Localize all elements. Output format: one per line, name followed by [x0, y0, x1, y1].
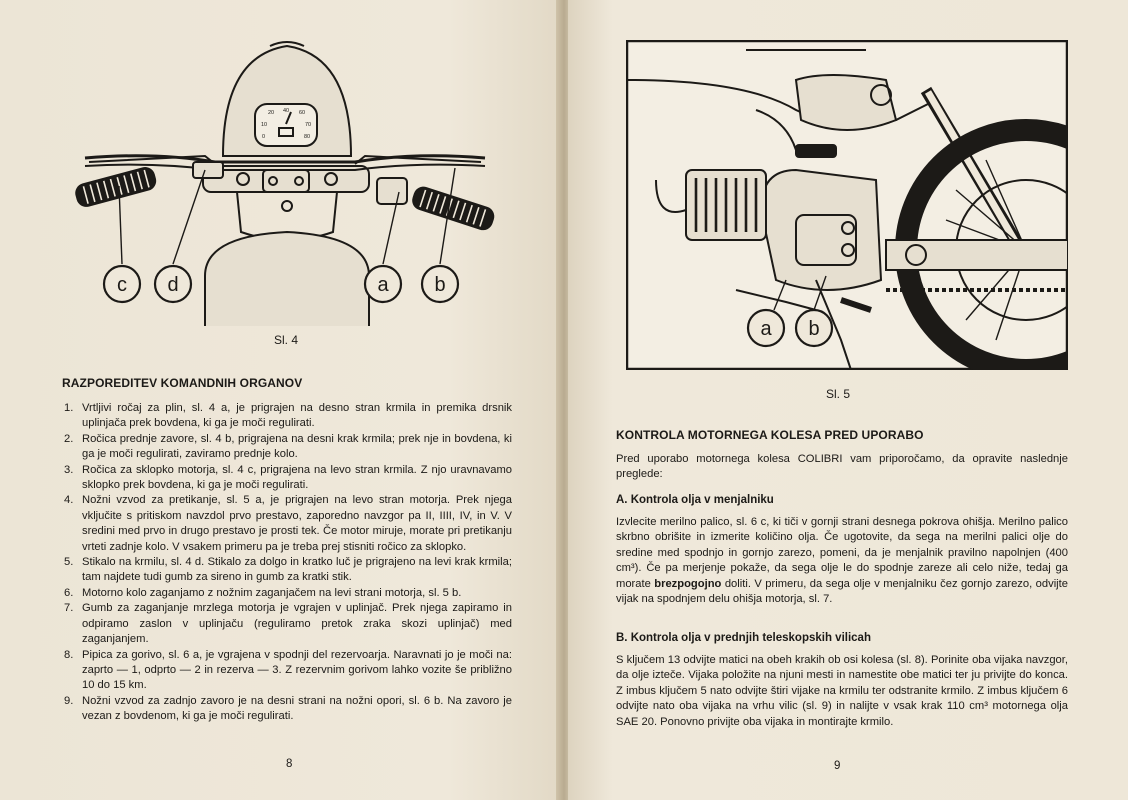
list-item: 3. Ročica za sklopko motorja, sl. 4 c, prigrajena na levo stran krmila. Z njo uravnavamo sklopko prek bovdena, ki ga je moči regulirati. — [64, 463, 512, 492]
list-item: 9. Nožni vzvod za zadnjo zavoro je na desni strani na nožni opori, sl. 6 b. Na zavoro je vezan z bovdenom, ki ga je moči regulirati. — [64, 694, 512, 723]
figure-label-b: b — [808, 318, 820, 340]
list-item: 4. Nožni vzvod za pretikanje, sl. 5 a, je prigrajen na levo stran motorja. Prek njega vključite s pritiskom navzdol prvo prestavo, zaporedno navzgor pa II, IIII, IV, in V. V sredini med prvo in drugo prestavo je prosti tek. Če motor miruje, morate pri pretikanju vrteti zadnje kolo. V vsakem primeru pa je treba prej stisniti ročico za sklopko. — [64, 494, 512, 553]
figure-label-d: d — [167, 274, 179, 296]
list-item: 8. Pipica za gorivo, sl. 6 a, je vgrajena v spodnji del rezervoarja. Naravnati jo je moči na: zaprto — 1, odprto — 2 in rezerva — 3. Z rezervnim gorivom lahko vozite še približno 10 do 15 km. — [64, 648, 512, 692]
controls-list — [64, 401, 512, 725]
handlebar-illustration — [55, 36, 515, 326]
page-number: 8 — [286, 758, 293, 770]
figure-caption: Sl. 4 — [274, 333, 299, 347]
emphasized-word: brezpogojno — [654, 577, 722, 590]
list-item: 7. Gumb za zaganjanje mrzlega motorja je vgrajen v uplinjač. Prek njega zapiramo in odpiramo zaslon v uplinjaču (reguliramo pretok zraka skozi uplinjač) med zaganjanjem. — [64, 602, 512, 646]
section-title: RAZPOREDITEV KOMANDNIH ORGANOV — [62, 376, 303, 390]
section-a-heading: A. Kontrola olja v menjalniku — [616, 494, 774, 506]
dial-number: 10 — [261, 122, 268, 128]
engine-side-illustration — [626, 40, 1068, 370]
figure-label-b: b — [434, 274, 446, 296]
section-b-paragraph: S ključem 13 odvijte matici na obeh krakih ob osi kolesa (sl. 8). Porinite oba vijaka navzgor, da olje izteče. Vijaka položite na njuni mesti in namestite obe matici ter ju privijte do konca. Z imbus ključem 5 nato odvijte štiri vijake na krmilu ter odstranite krmilo. Z imbus ključem 6 odvijte nato oba vijaka na vrhu vilic (sl. 9) in nalijte v vsak krak 110 cm³ motornega olja SAE 20. Ponovno privijte oba vijaka in montirajte krmilo. — [616, 654, 1068, 728]
left-page — [0, 0, 560, 800]
section-a-paragraph: Izvlecite merilno palico, sl. 6 c, ki tiči v gornji strani desnega pokrova ohišja. Merilno palico skrbno obrišite in izmerite količino olja. Če ugotovite, da sega na merilni palici olje do sredine med spodnjo in gornjo zarezo, pomeni, da je menjalnik pravilno napolnjen (400 cm³). Če pa merjenje pokaže, da sega olje le do spodnje zareze ali celo niže, tedaj ga morate brezpogojno doliti. V primeru, da sega olje v menjalniku čez gornjo zarezo, odvijte vijak na spodnjem delu ohišja motorja, sl. 7. — [616, 516, 1068, 606]
list-item: 6. Motorno kolo zaganjamo z nožnim zaganjačem na levi strani motorja, sl. 5 b. — [64, 586, 462, 599]
dial-number: 40 — [283, 108, 290, 114]
dial-number: 80 — [304, 134, 311, 140]
list-item: 1. Vrtljivi ročaj za plin, sl. 4 a, je prigrajen na desno stran krmila in premika drsnik uplinjača prek bovdena, ki ga je moči regulirati. — [64, 402, 512, 430]
page-number: 9 — [834, 760, 841, 772]
figure-label-a: a — [377, 274, 389, 296]
dial-number: 20 — [268, 110, 275, 116]
dial-number: 70 — [305, 122, 312, 128]
list-item: 5. Stikalo na krmilu, sl. 4 d. Stikalo za dolgo in kratko luč je prigrajeno na levi krak krmila; tam najdete tudi gumb za sireno in gumb za kratki stik. — [64, 556, 512, 584]
figure-label-a: a — [760, 318, 772, 340]
intro-paragraph: Pred uporabo motornega kolesa COLIBRI vam priporočamo, da opravite naslednje preglede: — [616, 453, 1068, 481]
dial-number: 0 — [262, 134, 266, 140]
figure-label-c: c — [117, 274, 127, 296]
figure-caption: Sl. 5 — [826, 387, 851, 401]
dial-number: 60 — [299, 110, 306, 116]
right-page — [568, 0, 1128, 800]
list-item: 2. Ročica prednje zavore, sl. 4 b, prigrajena na desni krak krmila; prek nje in bovdena, ki ga je moči regulirati, zaviramo prednje kolo. — [64, 432, 512, 461]
section-title: KONTROLA MOTORNEGA KOLESA PRED UPORABO — [616, 428, 924, 442]
section-b-heading: B. Kontrola olja v prednjih teleskopskih vilicah — [616, 632, 871, 644]
